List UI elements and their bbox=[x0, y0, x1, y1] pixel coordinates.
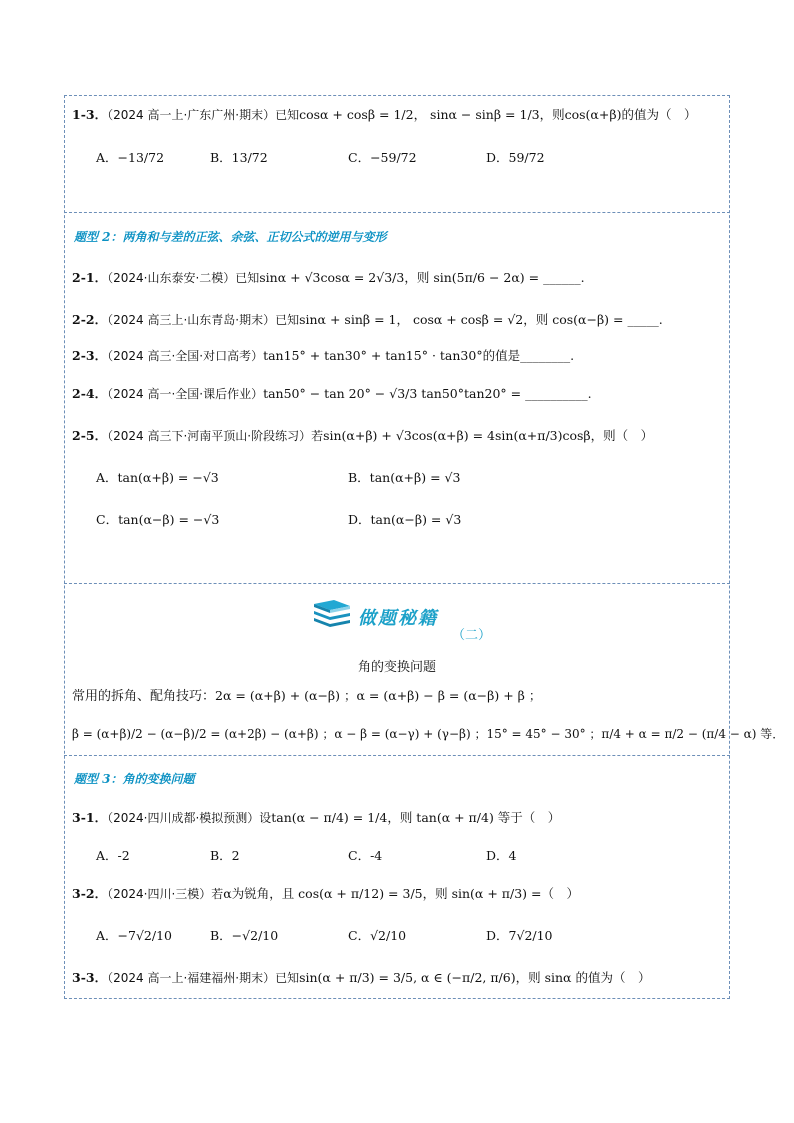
question-number: 2-2． bbox=[72, 312, 108, 327]
question-number: 3-1． bbox=[72, 810, 108, 825]
tips-formula-2: β = (α+β)/2 − (α−β)/2 = (α+2β) − (α+β) ；α − β = (α−γ) + (γ−β) ；15° = 45° − 30° ；π/4 + α = π/2 − (π/4 − α) 等． bbox=[72, 727, 785, 741]
divider-1 bbox=[64, 212, 730, 213]
option-d: D．7√2/10 bbox=[486, 928, 553, 943]
question-2-3 bbox=[72, 346, 724, 366]
tips-line-1 bbox=[72, 686, 724, 707]
books-icon bbox=[312, 598, 352, 632]
question-stem: tan15° + tan30° + tan15° · tan30°的值是________. bbox=[263, 348, 575, 363]
question-2-1 bbox=[72, 268, 724, 288]
logo-title: 做题秘籍 bbox=[358, 608, 438, 629]
question-number: 3-2． bbox=[72, 886, 108, 901]
section-heading: 题型 3：角的变换问题 bbox=[74, 772, 195, 786]
question-stem: tan(α − π/4) = 1/4，则 tan(α + π/4) 等于（ ） bbox=[271, 810, 561, 825]
question-number: 2-4． bbox=[72, 386, 108, 401]
question-source: （2024 高一上·福建福州·期末）已知 bbox=[107, 971, 300, 985]
question-stem: sin(α + π/3) = 3/5, α ∈ (−π/2, π/6)，则 sinα 的值为（ ） bbox=[299, 970, 651, 985]
divider-3 bbox=[64, 755, 730, 756]
question-2-2 bbox=[72, 310, 724, 330]
option-b: B．2 bbox=[210, 848, 240, 863]
question-number: 3-3． bbox=[72, 970, 108, 985]
question-stem: sinα + √3cosα = 2√3/3，则 sin(5π/6 − 2α) = ______. bbox=[259, 270, 585, 285]
option-b: B．−√2/10 bbox=[210, 928, 279, 943]
option-a: A．tan(α+β) = −√3 bbox=[96, 470, 219, 485]
question-source: （2024·四川成都·模拟预测）设 bbox=[107, 811, 272, 825]
question-source: （2024 高三下·河南平顶山·阶段练习）若 bbox=[107, 429, 324, 443]
logo-subtitle: （二） bbox=[452, 628, 492, 643]
option-a: A．−7√2/10 bbox=[96, 928, 172, 943]
question-3-3 bbox=[72, 968, 724, 988]
question-source: （2024·山东泰安·二模）已知 bbox=[107, 271, 260, 285]
question-stem: sin(α+β) + √3cos(α+β) = 4sin(α+π/3)cosβ，则（ ） bbox=[323, 428, 654, 443]
question-number: 2-1． bbox=[72, 270, 108, 285]
question-3-2 bbox=[72, 884, 724, 904]
section-heading: 题型 2：两角和与差的正弦、余弦、正切公式的逆用与变形 bbox=[74, 230, 387, 244]
tips-label: 常用的拆角、配角技巧： bbox=[72, 689, 216, 704]
question-source: （2024 高一·全国·课后作业） bbox=[107, 387, 264, 401]
question-source: （2024·四川·三模）若 bbox=[107, 887, 224, 901]
option-a: A．-2 bbox=[96, 848, 130, 863]
option-d: D．59/72 bbox=[486, 150, 545, 165]
question-number: 2-3． bbox=[72, 348, 108, 363]
question-2-5 bbox=[72, 426, 724, 446]
question-stem: sinα + sinβ = 1， cosα + cosβ = √2，则 cos(α−β) = _____. bbox=[299, 312, 663, 327]
option-c: C．tan(α−β) = −√3 bbox=[96, 512, 220, 527]
option-c: C．√2/10 bbox=[348, 928, 407, 943]
question-3-1 bbox=[72, 808, 724, 828]
question-number: 1-3． bbox=[72, 107, 108, 122]
tips-line-2 bbox=[72, 724, 785, 744]
question-source: （2024 高三·全国·对口高考） bbox=[107, 349, 264, 363]
question-stem: tan50° − tan 20° − √3/3 tan50°tan20° = __________. bbox=[263, 386, 592, 401]
question-stem: α为锐角，且 cos(α + π/12) = 3/5，则 sin(α + π/3) =（ ） bbox=[223, 886, 579, 901]
option-d: D．4 bbox=[486, 848, 517, 863]
question-1-3 bbox=[72, 105, 724, 125]
option-a: A．−13/72 bbox=[96, 150, 165, 165]
question-stem: cosα + cosβ = 1/2， sinα − sinβ = 1/3，则cos(α+β)的值为（ ） bbox=[299, 107, 697, 122]
divider-2 bbox=[64, 583, 730, 584]
question-source: （2024 高三上·山东青岛·期末）已知 bbox=[107, 313, 300, 327]
option-c: C．-4 bbox=[348, 848, 383, 863]
section-title: 角的变换问题 bbox=[357, 660, 436, 675]
option-c: C．−59/72 bbox=[348, 150, 417, 165]
question-2-4 bbox=[72, 384, 724, 404]
question-number: 2-5． bbox=[72, 428, 108, 443]
option-b: B．tan(α+β) = √3 bbox=[348, 470, 461, 485]
question-source: （2024 高一上·广东广州·期末）已知 bbox=[107, 108, 300, 122]
option-b: B．13/72 bbox=[210, 150, 268, 165]
tips-formula-1: 2α = (α+β) + (α−β) ；α = (α+β) − β = (α−β) + β ； bbox=[215, 688, 542, 703]
option-d: D．tan(α−β) = √3 bbox=[348, 512, 462, 527]
